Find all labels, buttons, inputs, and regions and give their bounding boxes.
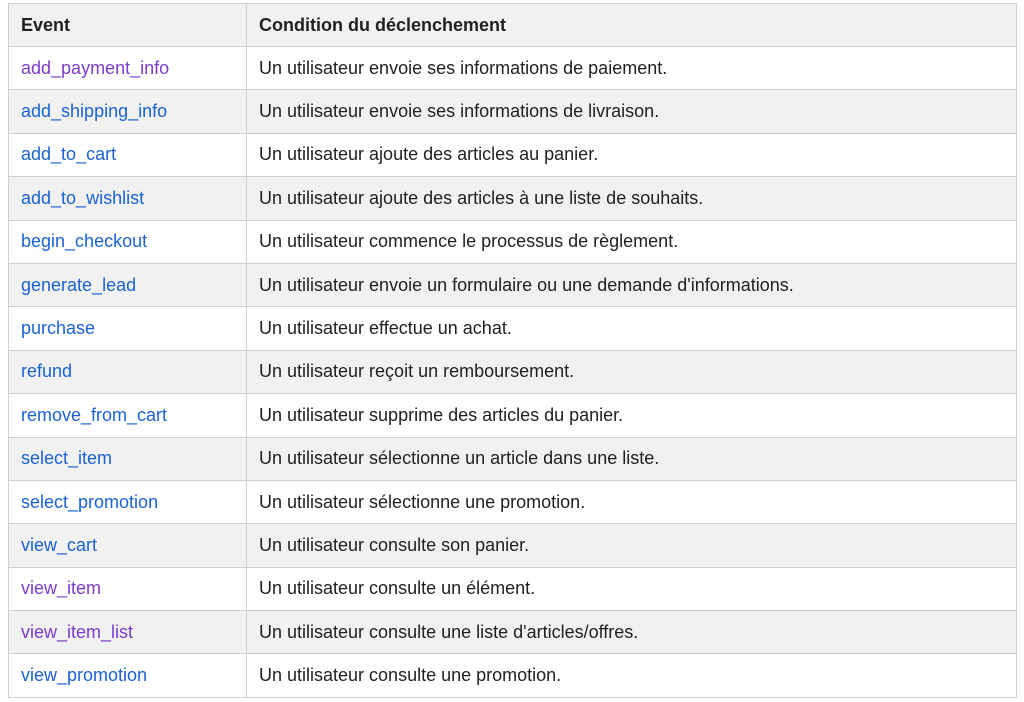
event-link[interactable]: view_item_list [21,621,134,642]
event-link[interactable]: remove_from_cart [21,404,168,425]
event-cell [9,307,247,350]
event-link[interactable]: select_item [21,448,113,469]
table-row [9,47,1017,90]
event-cell [9,480,247,523]
condition-cell: Un utilisateur supprime des articles du panier. [247,394,1017,437]
events-table [8,3,1017,698]
event-cell [9,177,247,220]
event-link[interactable]: add_shipping_info [21,101,168,122]
event-cell [9,220,247,263]
event-link[interactable]: select_promotion [21,491,159,512]
event-cell [9,394,247,437]
table-row [9,350,1017,393]
table-body [9,47,1017,698]
event-link[interactable]: add_to_wishlist [21,187,145,208]
table-row [9,567,1017,610]
event-link[interactable]: refund [21,361,73,382]
table-row [9,307,1017,350]
condition-cell: Un utilisateur commence le processus de règlement. [247,220,1017,263]
condition-cell: Un utilisateur envoie ses informations de paiement. [247,47,1017,90]
table-header [9,4,1017,47]
event-link[interactable]: purchase [21,318,96,339]
table-row [9,90,1017,133]
event-link[interactable]: generate_lead [21,274,137,295]
condition-cell: Un utilisateur envoie ses informations de livraison. [247,90,1017,133]
condition-cell: Un utilisateur consulte son panier. [247,524,1017,567]
event-cell [9,437,247,480]
event-cell [9,567,247,610]
event-link[interactable]: view_promotion [21,665,148,686]
table-row [9,177,1017,220]
event-link[interactable]: add_payment_info [21,57,170,78]
event-cell [9,133,247,176]
event-link[interactable]: view_item [21,578,102,599]
table-row [9,654,1017,697]
column-header-condition: Condition du déclenchement [247,4,1017,47]
table-row [9,394,1017,437]
table-row [9,524,1017,567]
event-cell [9,524,247,567]
table-row [9,263,1017,306]
condition-cell: Un utilisateur effectue un achat. [247,307,1017,350]
table-row [9,480,1017,523]
table-row [9,437,1017,480]
event-cell [9,611,247,654]
header-row [9,4,1017,47]
condition-cell: Un utilisateur ajoute des articles à une liste de souhaits. [247,177,1017,220]
condition-cell: Un utilisateur consulte une promotion. [247,654,1017,697]
condition-cell: Un utilisateur reçoit un remboursement. [247,350,1017,393]
event-cell [9,90,247,133]
condition-cell: Un utilisateur ajoute des articles au panier. [247,133,1017,176]
table-row [9,133,1017,176]
table-row [9,611,1017,654]
events-table-container [8,3,1016,698]
condition-cell: Un utilisateur consulte un élément. [247,567,1017,610]
event-link[interactable]: add_to_cart [21,144,117,165]
event-link[interactable]: view_cart [21,534,98,555]
event-cell [9,350,247,393]
event-cell [9,654,247,697]
event-cell [9,263,247,306]
condition-cell: Un utilisateur envoie un formulaire ou une demande d'informations. [247,263,1017,306]
condition-cell: Un utilisateur sélectionne un article dans une liste. [247,437,1017,480]
condition-cell: Un utilisateur consulte une liste d'articles/offres. [247,611,1017,654]
event-cell [9,47,247,90]
condition-cell: Un utilisateur sélectionne une promotion. [247,480,1017,523]
event-link[interactable]: begin_checkout [21,231,148,252]
column-header-event: Event [9,4,247,47]
table-row [9,220,1017,263]
